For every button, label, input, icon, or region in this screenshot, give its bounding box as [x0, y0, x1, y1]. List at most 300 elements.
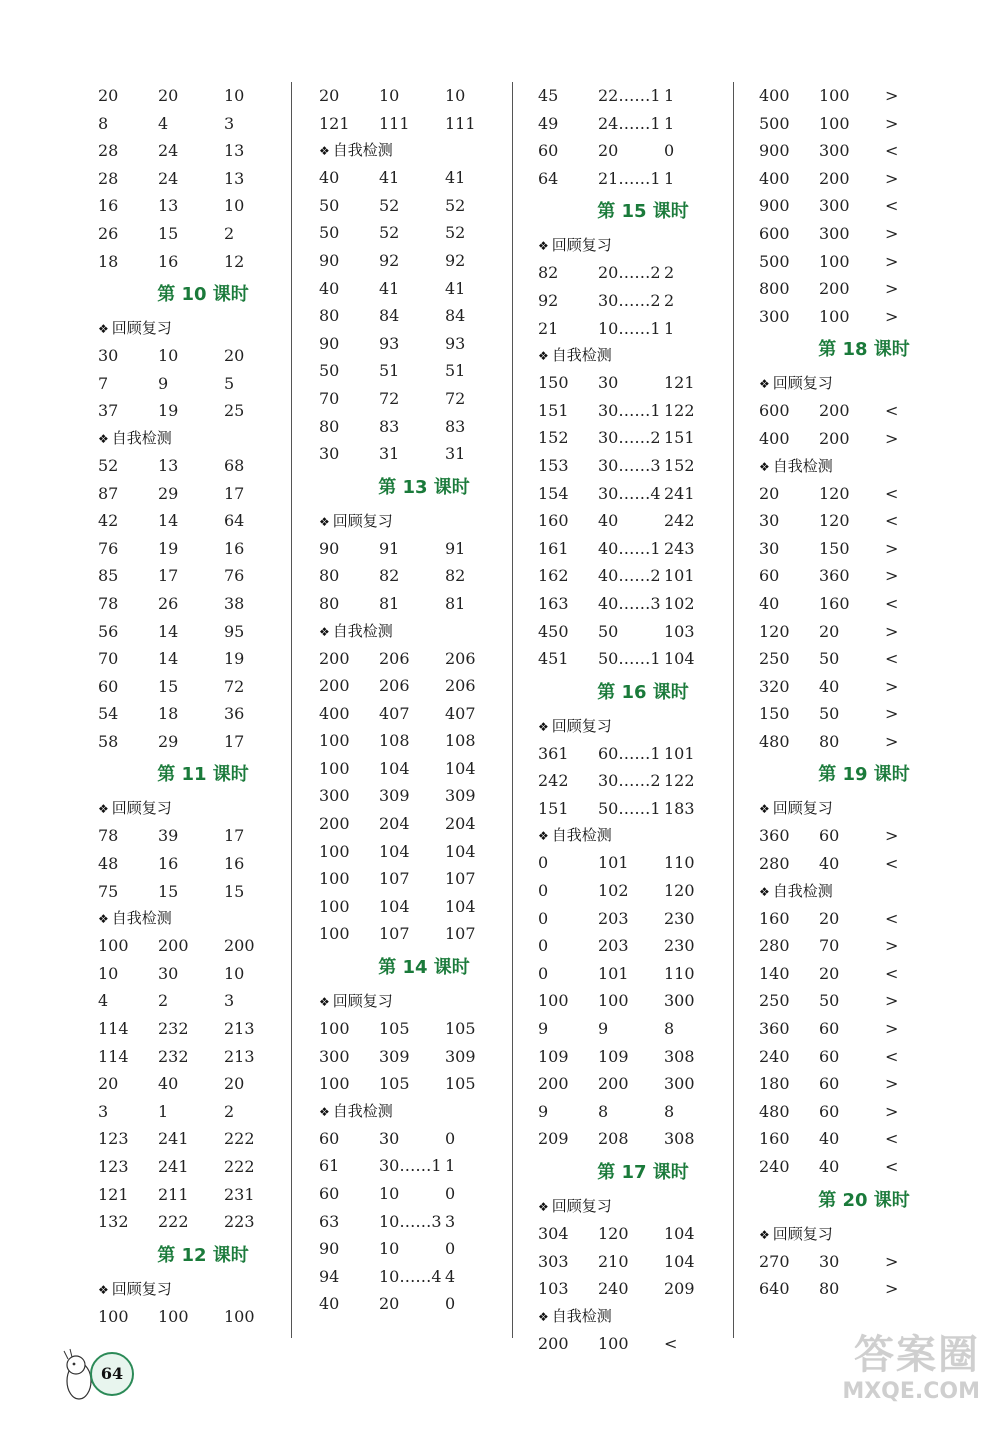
section-label — [98, 1276, 308, 1303]
answer-row — [319, 645, 529, 673]
answer-cell: 120 — [664, 881, 695, 901]
diamond-bullet-icon: ❖ — [759, 884, 770, 899]
answer-cell: 16 — [98, 196, 119, 216]
answer-row — [759, 1043, 969, 1071]
answer-cell: 101 — [598, 963, 629, 983]
answer-cell: 250 — [759, 991, 790, 1011]
answer-row — [319, 838, 529, 866]
answer-cell: 70 — [98, 649, 119, 669]
answer-row — [319, 440, 529, 468]
answer-row — [759, 248, 969, 276]
answer-cell: 300 — [664, 991, 695, 1011]
answer-row — [759, 397, 969, 425]
answer-cell: > — [885, 1019, 899, 1039]
answer-cell: 308 — [664, 1046, 695, 1066]
answer-cell: 22……1 — [598, 86, 661, 105]
answer-row — [98, 960, 308, 988]
answer-cell: 150 — [759, 704, 790, 724]
answer-row — [98, 220, 308, 248]
lesson-heading: 第 14 课时 — [378, 957, 470, 979]
answer-row — [538, 397, 748, 425]
answer-cell: < — [664, 1333, 678, 1353]
column-1 — [98, 82, 308, 1330]
answer-cell: 0 — [445, 1239, 456, 1259]
answer-cell: > — [885, 1251, 899, 1271]
answer-cell: 72 — [379, 388, 400, 408]
answer-cell: 50 — [319, 361, 340, 381]
answer-cell: 0 — [445, 1294, 456, 1314]
answer-cell: 400 — [759, 168, 790, 188]
answer-cell: 60 — [319, 1128, 340, 1148]
section-label — [98, 795, 308, 822]
answer-cell: > — [885, 676, 899, 696]
section-label-text: 回顾复习 — [772, 374, 833, 393]
answer-cell: 3 — [445, 1211, 456, 1231]
answer-cell: 107 — [445, 924, 476, 944]
answer-row — [759, 932, 969, 960]
answer-row — [759, 1125, 969, 1153]
answer-cell: 40 — [819, 676, 840, 696]
answer-cell: 1 — [664, 168, 675, 188]
section-label-text: 自我检测 — [551, 346, 612, 365]
answer-cell: 213 — [224, 1046, 255, 1066]
answer-row — [319, 700, 529, 728]
watermark — [780, 1332, 980, 1412]
answer-cell: 13 — [158, 455, 179, 475]
answer-cell: 183 — [664, 798, 695, 818]
answer-row — [759, 1098, 969, 1126]
answer-row — [319, 920, 529, 948]
answer-cell: 122 — [664, 400, 695, 420]
answer-cell: 31 — [445, 444, 466, 464]
answer-row — [319, 219, 529, 247]
answer-cell: 500 — [759, 251, 790, 271]
answer-cell: 60 — [759, 566, 780, 586]
diamond-bullet-icon: ❖ — [98, 431, 109, 446]
answer-cell: 50 — [319, 195, 340, 215]
answer-row — [538, 987, 748, 1015]
answer-cell: 41 — [445, 278, 466, 298]
answer-row — [759, 960, 969, 988]
answer-cell: 223 — [224, 1212, 255, 1232]
answer-cell: 85 — [98, 566, 119, 586]
answer-row — [319, 1152, 529, 1180]
answer-cell: 1 — [664, 113, 675, 133]
answer-cell: 4 — [98, 991, 109, 1011]
answer-cell: 309 — [379, 786, 410, 806]
answer-cell: 50 — [819, 649, 840, 669]
answer-cell: 3 — [224, 991, 235, 1011]
answer-row — [538, 369, 748, 397]
answer-cell: 480 — [759, 731, 790, 751]
answer-row — [538, 424, 748, 452]
answer-row — [98, 480, 308, 508]
answer-cell: 160 — [819, 593, 850, 613]
answer-cell: 80 — [319, 593, 340, 613]
answer-row — [759, 192, 969, 220]
answer-cell: 123 — [98, 1157, 129, 1176]
answer-cell: 4 — [158, 113, 169, 133]
answer-cell: < — [885, 908, 899, 928]
answer-row — [538, 960, 748, 988]
section-label — [98, 905, 308, 932]
answer-cell: 10……1 — [598, 318, 661, 338]
watermark-title: 答案圈 — [854, 1332, 980, 1378]
answer-cell: 10 — [379, 1184, 400, 1203]
answer-cell: 20 — [819, 963, 840, 983]
answer-row — [319, 164, 529, 192]
answer-cell: 30……2 — [598, 428, 661, 448]
answer-cell: 152 — [664, 455, 695, 475]
answer-row — [759, 220, 969, 248]
answer-cell: 39 — [158, 826, 179, 846]
answer-row — [319, 1290, 529, 1318]
answer-cell: 400 — [759, 86, 790, 105]
answer-cell: > — [885, 621, 899, 641]
lesson-heading: 第 19 课时 — [818, 764, 910, 786]
answer-cell: > — [885, 223, 899, 243]
answer-cell: 0 — [538, 853, 549, 873]
answer-cell: 480 — [759, 1101, 790, 1121]
answer-row — [538, 452, 748, 480]
answer-cell: 60 — [819, 1074, 840, 1094]
answer-cell: 76 — [224, 566, 245, 586]
answer-cell: 0 — [445, 1184, 456, 1203]
answer-cell: 300 — [319, 1046, 350, 1066]
answer-cell: 232 — [158, 1019, 189, 1039]
answer-row — [319, 1235, 529, 1263]
answer-cell: 50 — [819, 704, 840, 724]
section-label — [538, 713, 748, 740]
answer-cell: 300 — [819, 196, 850, 216]
answer-cell: 52 — [445, 195, 466, 215]
answer-row — [98, 932, 308, 960]
answer-cell: 200 — [224, 936, 255, 956]
answer-row — [98, 452, 308, 480]
answer-cell: 31 — [379, 444, 400, 464]
answer-cell: 72 — [224, 676, 245, 696]
answer-cell: 8 — [598, 1101, 609, 1121]
answer-cell: 60 — [98, 676, 119, 696]
answer-cell: 222 — [158, 1212, 189, 1232]
answer-cell: 121 — [664, 373, 695, 393]
answer-row — [319, 562, 529, 590]
answer-cell: 250 — [759, 649, 790, 669]
answer-cell: 0 — [538, 881, 549, 901]
answer-cell: 208 — [598, 1129, 629, 1149]
column-divider — [733, 82, 734, 1338]
answer-cell: 109 — [538, 1046, 569, 1066]
diamond-bullet-icon: ❖ — [319, 514, 330, 529]
answer-cell: 4 — [445, 1266, 456, 1286]
answer-row — [538, 480, 748, 508]
answer-cell: 304 — [538, 1224, 569, 1243]
answer-cell: 40……2 — [598, 566, 661, 586]
answer-cell: 40 — [319, 1294, 340, 1314]
answer-cell: 100 — [538, 991, 569, 1011]
answer-cell: 81 — [445, 593, 466, 613]
answer-row — [538, 767, 748, 795]
answer-cell: 64 — [224, 511, 245, 531]
answer-row — [538, 165, 748, 193]
answer-row — [538, 905, 748, 933]
answer-cell: 105 — [445, 1074, 476, 1094]
answer-row — [538, 259, 748, 287]
answer-cell: 100 — [319, 896, 350, 916]
answer-cell: 104 — [379, 758, 410, 778]
answer-cell: 111 — [445, 113, 476, 133]
answer-cell: 81 — [379, 593, 400, 613]
answer-cell: 3 — [224, 113, 235, 133]
answer-cell: 17 — [224, 731, 245, 751]
answer-row — [759, 850, 969, 878]
diamond-bullet-icon: ❖ — [538, 719, 549, 734]
answer-row — [319, 357, 529, 385]
answer-cell: 78 — [98, 826, 119, 846]
answer-row — [759, 275, 969, 303]
answer-row — [98, 535, 308, 563]
answer-cell: 150 — [819, 538, 850, 558]
answer-cell: 83 — [445, 416, 466, 436]
answer-cell: 51 — [445, 361, 466, 381]
answer-cell: 21 — [538, 318, 559, 338]
answer-cell: 640 — [759, 1279, 790, 1299]
answer-row — [319, 590, 529, 618]
answer-cell: 68 — [224, 455, 245, 475]
answer-cell: 60 — [819, 1046, 840, 1066]
answer-cell: 50 — [598, 621, 619, 641]
lesson-heading: 第 16 课时 — [597, 681, 689, 703]
answer-cell: 10 — [379, 1239, 400, 1259]
answer-row — [98, 1208, 308, 1236]
section-label-text: 回顾复习 — [551, 716, 612, 735]
answer-cell: 52 — [379, 195, 400, 215]
section-label-text: 自我检测 — [772, 456, 833, 475]
answer-cell: < — [885, 593, 899, 613]
answer-cell: > — [885, 113, 899, 133]
answer-cell: 9 — [538, 1019, 549, 1039]
answer-cell: 60 — [819, 1101, 840, 1121]
answer-cell: 10 — [445, 86, 466, 105]
answer-cell: 60 — [819, 1019, 840, 1039]
answer-cell: 152 — [538, 428, 569, 448]
answer-cell: 1 — [445, 1156, 456, 1176]
section-label — [759, 453, 969, 480]
answer-cell: 41 — [379, 278, 400, 298]
answer-cell: 2 — [664, 290, 675, 310]
answer-cell: 300 — [759, 306, 790, 326]
answer-cell: 104 — [445, 758, 476, 778]
diamond-bullet-icon: ❖ — [319, 144, 330, 159]
answer-cell: < — [885, 1046, 899, 1066]
answer-row — [319, 1263, 529, 1291]
answer-cell: 180 — [759, 1074, 790, 1094]
section-label — [98, 315, 308, 342]
lesson-heading: 第 12 课时 — [157, 1244, 249, 1266]
answer-row — [319, 893, 529, 921]
answer-cell: 63 — [319, 1211, 340, 1231]
answer-row — [538, 287, 748, 315]
answer-cell: 7 — [98, 373, 109, 393]
answer-cell: 200 — [819, 428, 850, 448]
answer-row — [759, 987, 969, 1015]
answer-cell: 121 — [319, 113, 350, 133]
answer-cell: 240 — [759, 1157, 790, 1176]
answer-row — [538, 1220, 748, 1248]
answer-cell: 211 — [158, 1184, 189, 1204]
section-label — [759, 795, 969, 822]
answer-cell: 42 — [98, 511, 119, 531]
answer-cell: 50……1 — [598, 649, 661, 669]
answer-row — [538, 1330, 748, 1358]
answer-row — [98, 397, 308, 425]
column-divider — [512, 82, 513, 1338]
answer-cell: 111 — [379, 113, 410, 133]
answer-cell: 100 — [319, 1019, 350, 1039]
answer-cell: 360 — [759, 826, 790, 846]
answer-row — [319, 672, 529, 700]
section-label — [319, 508, 529, 535]
answer-cell: 100 — [224, 1306, 255, 1326]
answer-cell: 92 — [538, 290, 559, 310]
answer-cell: 30……1 — [379, 1156, 442, 1176]
answer-cell: > — [885, 428, 899, 448]
answer-cell: 82 — [445, 566, 466, 586]
answer-row — [538, 1275, 748, 1303]
diamond-bullet-icon: ❖ — [538, 239, 549, 254]
answer-cell: 8 — [98, 113, 109, 133]
answer-cell: > — [885, 279, 899, 299]
answer-row — [319, 302, 529, 330]
answer-row — [759, 137, 969, 165]
answer-row — [538, 618, 748, 646]
answer-cell: 0 — [538, 908, 549, 928]
answer-cell: 200 — [819, 401, 850, 421]
answer-cell: 80 — [819, 1279, 840, 1299]
diamond-bullet-icon: ❖ — [98, 1282, 109, 1297]
lesson-heading: 第 15 课时 — [597, 201, 689, 223]
section-label — [538, 1303, 748, 1330]
answer-cell: 100 — [319, 869, 350, 889]
answer-cell: 1 — [664, 86, 675, 105]
answer-cell: 60 — [319, 1184, 340, 1203]
answer-row — [759, 700, 969, 728]
answer-cell: 104 — [445, 896, 476, 916]
answer-cell: 19 — [158, 538, 179, 558]
answer-cell: 25 — [224, 401, 245, 421]
answer-cell: 100 — [598, 1333, 629, 1353]
answer-cell: 30 — [759, 538, 780, 558]
answer-cell: 10 — [158, 346, 179, 366]
answer-cell: 20 — [598, 141, 619, 161]
diamond-bullet-icon: ❖ — [759, 802, 770, 817]
answer-row — [98, 342, 308, 370]
answer-cell: 100 — [319, 731, 350, 751]
answer-cell: > — [885, 306, 899, 326]
answer-cell: 300 — [319, 786, 350, 806]
answer-cell: 38 — [224, 593, 245, 613]
answer-cell: 18 — [98, 251, 119, 271]
answer-cell: 30 — [759, 511, 780, 531]
answer-cell: 24 — [158, 168, 179, 188]
answer-cell: 72 — [445, 388, 466, 408]
answer-cell: 120 — [819, 483, 850, 503]
lesson-heading: 第 13 课时 — [378, 476, 470, 498]
answer-cell: < — [885, 141, 899, 161]
answer-cell: 100 — [319, 1074, 350, 1094]
answer-cell: 300 — [664, 1074, 695, 1094]
answer-cell: 78 — [98, 593, 119, 613]
answer-cell: 206 — [445, 648, 476, 668]
answer-cell: > — [885, 1074, 899, 1094]
answer-row — [759, 82, 969, 110]
answer-cell: 105 — [379, 1019, 410, 1039]
answer-cell: 21……1 — [598, 168, 661, 188]
answer-row — [319, 1043, 529, 1071]
answer-cell: 51 — [379, 361, 400, 381]
answer-cell: 60……1 — [598, 743, 661, 763]
answer-cell: 230 — [664, 936, 695, 956]
answer-cell: 60 — [538, 141, 559, 161]
answer-cell: 243 — [664, 538, 695, 558]
answer-cell: 206 — [379, 648, 410, 668]
answer-row — [98, 822, 308, 850]
answer-row — [98, 507, 308, 535]
answer-cell: 28 — [98, 168, 119, 188]
answer-row — [319, 192, 529, 220]
answer-cell: 80 — [319, 416, 340, 436]
answer-cell: 87 — [98, 483, 119, 503]
section-label-text: 回顾复习 — [332, 511, 393, 530]
answer-cell: 122 — [664, 771, 695, 791]
answer-cell: 20 — [98, 1074, 119, 1094]
answer-row — [759, 303, 969, 331]
answer-cell: 107 — [379, 869, 410, 889]
answer-cell: 200 — [319, 676, 350, 696]
answer-cell: 241 — [664, 483, 695, 503]
answer-row — [319, 82, 529, 110]
answer-cell: 240 — [598, 1279, 629, 1299]
answer-cell: 10……3 — [379, 1211, 442, 1231]
answer-row — [319, 1070, 529, 1098]
answer-cell: 200 — [319, 814, 350, 834]
answer-cell: 300 — [819, 141, 850, 161]
answer-cell: > — [885, 566, 899, 586]
column-3 — [538, 82, 748, 1357]
answer-cell: 93 — [379, 333, 400, 353]
answer-cell: 40 — [319, 168, 340, 188]
answer-cell: 30……2 — [598, 771, 661, 791]
answer-cell: 41 — [379, 168, 400, 188]
answer-row — [759, 425, 969, 453]
answer-cell: 16 — [158, 251, 179, 271]
answer-cell: 14 — [158, 511, 179, 531]
answer-cell: 16 — [224, 854, 245, 874]
answer-cell: 104 — [445, 841, 476, 861]
answer-row — [98, 1181, 308, 1209]
answer-cell: 206 — [379, 676, 410, 696]
answer-row — [759, 1275, 969, 1303]
answer-cell: 114 — [98, 1046, 129, 1066]
answer-row — [98, 1070, 308, 1098]
answer-row — [319, 330, 529, 358]
answer-cell: 600 — [759, 223, 790, 243]
watermark-url: MXQE.COM — [842, 1379, 980, 1404]
answer-cell: 30 — [158, 963, 179, 983]
answer-cell: 1 — [158, 1101, 169, 1121]
answer-cell: 82 — [538, 263, 559, 283]
answer-cell: 900 — [759, 196, 790, 216]
